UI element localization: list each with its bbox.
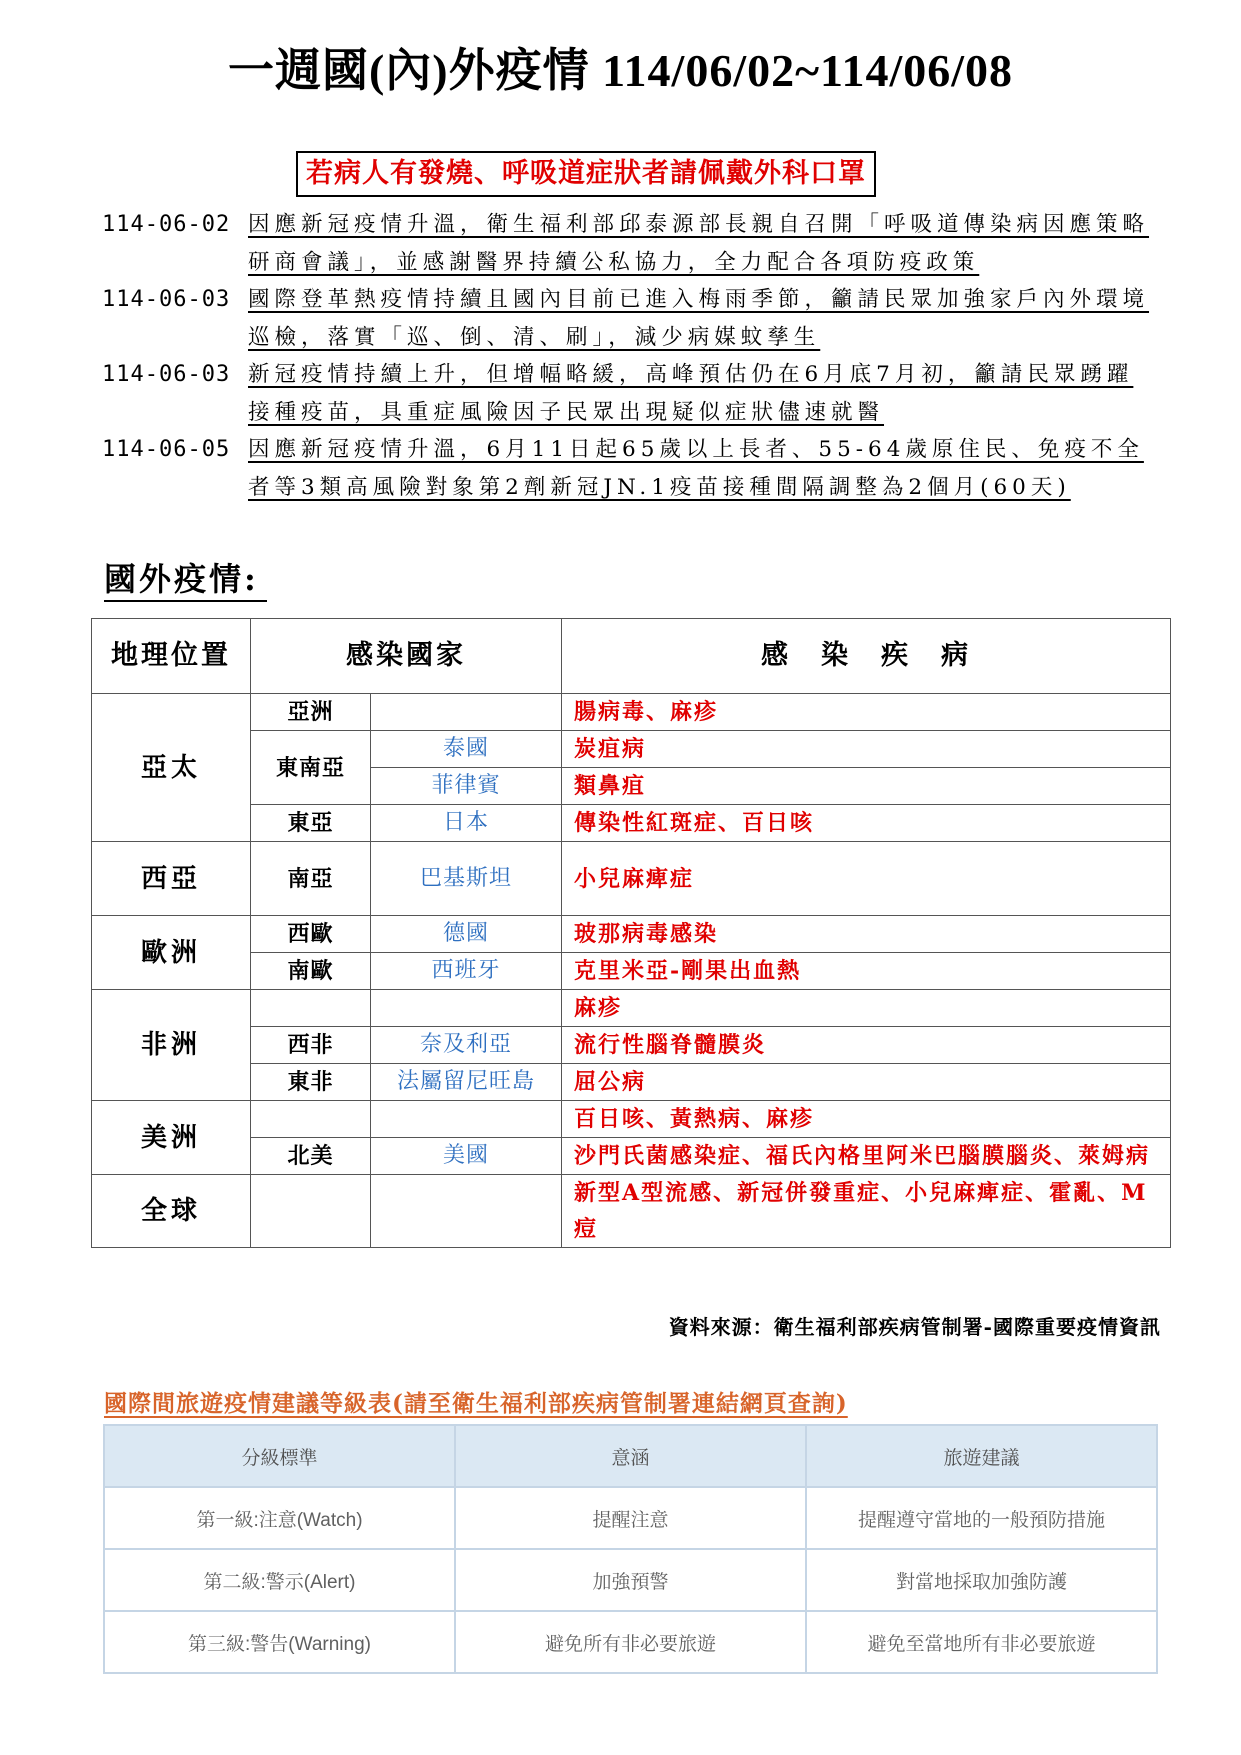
advice-cell: 避免至當地所有非必要旅遊: [806, 1611, 1157, 1673]
travel-advisory-table: [103, 1424, 1158, 1674]
country-cell: 日本: [371, 805, 562, 842]
travel-table-header: [104, 1425, 1157, 1487]
subregion-cell: 北美: [251, 1138, 371, 1175]
travel-advisory-link[interactable]: 國際間旅遊疫情建議等級表(請至衛生福利部疾病管制署連結網頁查詢): [104, 1390, 848, 1417]
region-cell: 全球: [92, 1175, 251, 1248]
mask-warning-banner: 若病人有發燒、呼吸道症狀者請佩戴外科口罩: [296, 151, 876, 197]
news-item: [102, 356, 1162, 431]
meaning-cell: 提醒注意: [455, 1487, 806, 1549]
subregion-cell: 西非: [251, 1027, 371, 1064]
news-item: [102, 431, 1162, 506]
table-row: [92, 1101, 1171, 1138]
subregion-cell: 西歐: [251, 916, 371, 953]
table-row: [92, 953, 1171, 990]
subregion-cell: 亞洲: [251, 694, 371, 731]
country-cell: 西班牙: [371, 953, 562, 990]
table-row: [92, 1064, 1171, 1101]
table-row: [92, 1027, 1171, 1064]
news-text: 因應新冠疫情升溫，衛生福利部邱泰源部長親自召開「呼吸道傳染病因應策略研商會議」，並感謝醫界持續公私協力，全力配合各項防疫政策: [248, 212, 1150, 275]
country-cell: 泰國: [371, 731, 562, 768]
disease-cell: 類鼻疽: [562, 768, 1171, 805]
table-row: [92, 805, 1171, 842]
subregion-cell: 南歐: [251, 953, 371, 990]
disease-cell: 小兒麻痺症: [562, 842, 1171, 916]
news-date: 114-06-03: [102, 362, 231, 387]
table-row: [92, 1138, 1171, 1175]
header-advice: 旅遊建議: [806, 1425, 1157, 1487]
news-text: 新冠疫情持續上升，但增幅略緩，高峰預估仍在6月底7月初，籲請民眾踴躍接種疫苗，具重症風險因子民眾出現疑似症狀儘速就醫: [248, 362, 1134, 425]
meaning-cell: 避免所有非必要旅遊: [455, 1611, 806, 1673]
subregion-cell: 南亞: [251, 842, 371, 916]
news-date: 114-06-03: [102, 287, 231, 312]
region-cell: 美洲: [92, 1101, 251, 1175]
table-row: [104, 1487, 1157, 1549]
subregion-cell: 東南亞: [251, 731, 371, 805]
region-cell: 西亞: [92, 842, 251, 916]
region-cell: 亞太: [92, 694, 251, 842]
disease-cell: 百日咳、黃熱病、麻疹: [562, 1101, 1171, 1138]
region-cell: 非洲: [92, 990, 251, 1101]
news-text: 因應新冠疫情升溫，6月11日起65歲以上長者、55-64歲原住民、免疫不全者等3類高風險對象第2劑新冠JN.1疫苗接種間隔調整為2個月(60天): [248, 437, 1144, 500]
disease-cell: 玻那病毒感染: [562, 916, 1171, 953]
news-date: 114-06-05: [102, 437, 231, 462]
table-row: [92, 1175, 1171, 1248]
news-text: 國際登革熱疫情持續且國內目前已進入梅雨季節，籲請民眾加強家戶內外環境巡檢，落實「巡、倒、清、刷」，減少病媒蚊孳生: [248, 287, 1150, 350]
subregion-cell: [251, 1175, 371, 1248]
country-cell: [371, 694, 562, 731]
table-row: [92, 990, 1171, 1027]
news-item: [102, 206, 1162, 281]
disease-cell: 麻疹: [562, 990, 1171, 1027]
table-row: [92, 694, 1171, 731]
disease-cell: 腸病毒、麻疹: [562, 694, 1171, 731]
region-cell: 歐洲: [92, 916, 251, 990]
header-country: 感染國家: [251, 619, 562, 694]
advice-cell: 對當地採取加強防護: [806, 1549, 1157, 1611]
disease-cell: 克里米亞-剛果出血熱: [562, 953, 1171, 990]
country-cell: [371, 990, 562, 1027]
country-cell: [371, 1101, 562, 1138]
disease-cell: 沙門氏菌感染症、福氏內格里阿米巴腦膜腦炎、萊姆病: [562, 1138, 1171, 1175]
disease-cell: 流行性腦脊髓膜炎: [562, 1027, 1171, 1064]
subregion-cell: 東非: [251, 1064, 371, 1101]
news-list: [102, 206, 1162, 506]
news-date: 114-06-02: [102, 212, 231, 237]
level-cell: 第一級:注意(Watch): [104, 1487, 455, 1549]
advice-cell: 提醒遵守當地的一般預防措施: [806, 1487, 1157, 1549]
header-region: 地理位置: [92, 619, 251, 694]
news-item: [102, 281, 1162, 356]
country-cell: 美國: [371, 1138, 562, 1175]
data-source-note: 資料來源：衛生福利部疾病管制署-國際重要疫情資訊: [668, 1315, 1161, 1339]
level-cell: 第二級:警示(Alert): [104, 1549, 455, 1611]
outbreak-table-header: [92, 619, 1171, 694]
header-level: 分級標準: [104, 1425, 455, 1487]
country-cell: 奈及利亞: [371, 1027, 562, 1064]
country-cell: 菲律賓: [371, 768, 562, 805]
level-cell: 第三級:警告(Warning): [104, 1611, 455, 1673]
header-disease: 感 染 疾 病: [562, 619, 1171, 694]
disease-cell: 新型A型流感、新冠併發重症、小兒麻痺症、霍亂、M痘: [562, 1175, 1171, 1248]
disease-cell: 傳染性紅斑症、百日咳: [562, 805, 1171, 842]
table-row: [104, 1549, 1157, 1611]
subregion-cell: [251, 990, 371, 1027]
meaning-cell: 加強預警: [455, 1549, 806, 1611]
disease-cell: 屈公病: [562, 1064, 1171, 1101]
country-cell: 德國: [371, 916, 562, 953]
outbreak-table: [91, 618, 1171, 1248]
country-cell: 巴基斯坦: [371, 842, 562, 916]
foreign-outbreak-heading: 國外疫情:: [104, 558, 267, 602]
page-title: 一週國(內)外疫情 114/06/02~114/06/08: [227, 45, 1014, 96]
country-cell: [371, 1175, 562, 1248]
table-row: [92, 916, 1171, 953]
subregion-cell: [251, 1101, 371, 1138]
disease-cell: 炭疽病: [562, 731, 1171, 768]
subregion-cell: 東亞: [251, 805, 371, 842]
table-row: [92, 731, 1171, 768]
table-row: [104, 1611, 1157, 1673]
table-row: [92, 842, 1171, 916]
country-cell: 法屬留尼旺島: [371, 1064, 562, 1101]
header-meaning: 意涵: [455, 1425, 806, 1487]
